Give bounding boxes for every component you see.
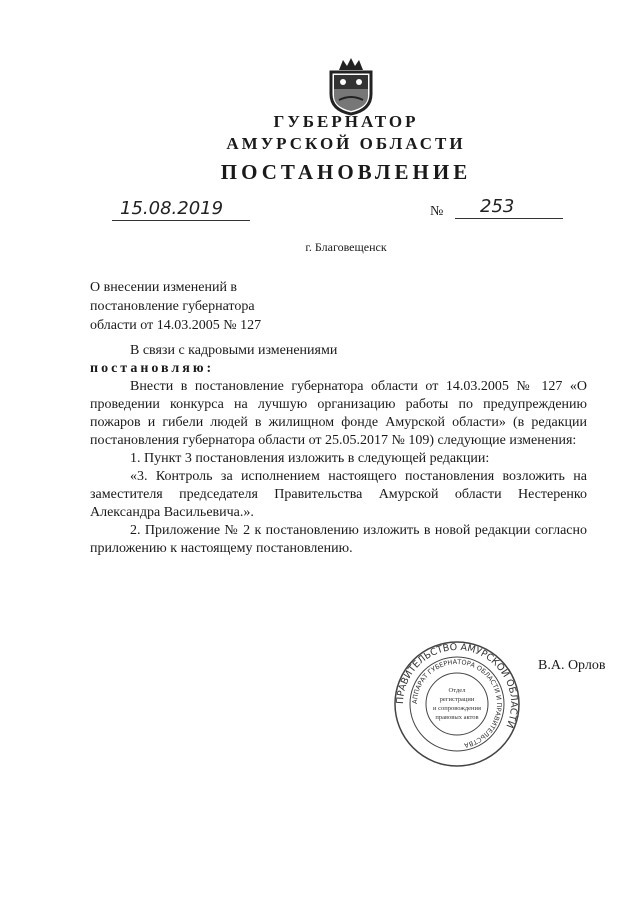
intro-paragraph: В связи с кадровыми изменениями — [130, 343, 338, 358]
stamp-outer-text: ПРАВИТЕЛЬСТВО АМУРСКОЙ ОБЛАСТИ — [394, 641, 520, 730]
city: г. Благовещенск — [305, 240, 387, 254]
date-underline — [112, 220, 250, 221]
paragraph-quote: «3. Контроль за исполнением настоящего постановления возложить на заместителя председателя Правительства Амурской области Нестеренко Александра Васильевича.». — [90, 469, 587, 520]
number-underline — [455, 218, 563, 219]
paragraph-item-1: 1. Пункт 3 постановления изложить в следующей редакции: — [130, 451, 490, 466]
number-label: № — [430, 204, 444, 219]
document-type: ПОСТАНОВЛЕНИЕ — [220, 160, 472, 184]
header-title-line1: ГУБЕРНАТОР — [273, 112, 419, 131]
subject-block — [90, 278, 261, 335]
subject-line: О внесении изменений в — [90, 280, 238, 295]
signer-name: В.А. Орлов — [538, 658, 606, 673]
document-date: 15.08.2019 — [120, 198, 224, 219]
paragraph-item-2: 2. Приложение № 2 к постановлению изложить в новой редакции согласно приложению к настоящему постановлению. — [90, 523, 587, 556]
paragraph-main: Внести в постановление губернатора области от 14.03.2005 № 127 «О проведении конкурса на лучшую организацию работы по предупреждению пожаров и гибели людей в жилищном фонде Амурской области» (в редакции постановления губернатора области от 25.05.2017 № 109) следующие изменения: — [90, 379, 587, 448]
stamp-center-line: правовых актов — [435, 714, 479, 721]
stamp-center-line: и сопровождения — [433, 705, 481, 712]
document-body — [90, 342, 587, 558]
stamp-center-line: регистрации — [439, 696, 475, 703]
stamp-center-line: Отдел — [448, 687, 466, 694]
subject-line: области от 14.03.2005 № 127 — [90, 318, 262, 333]
official-stamp — [393, 640, 521, 768]
decree-word: постановляю: — [90, 361, 215, 376]
stamp-inner-text: АППАРАТ ГУБЕРНАТОРА ОБЛАСТИ И ПРАВИТЕЛЬСТВА — [410, 657, 504, 750]
header-title-line2: АМУРСКОЙ ОБЛАСТИ — [226, 134, 466, 153]
document-number: 253 — [480, 196, 515, 217]
subject-line: постановление губернатора — [90, 299, 255, 314]
coat-of-arms-emblem — [325, 56, 377, 116]
